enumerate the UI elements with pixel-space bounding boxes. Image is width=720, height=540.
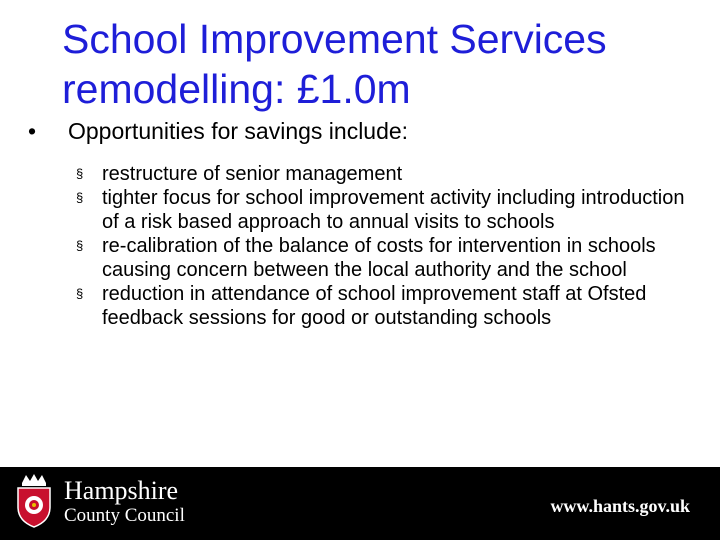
- section-marker-icon: §: [76, 238, 84, 253]
- main-bullet-text: Opportunities for savings include:: [68, 118, 409, 144]
- main-bullet: [24, 118, 704, 145]
- org-name-line-2: County Council: [64, 505, 185, 526]
- title-line-2: remodelling: £1.0m: [62, 66, 411, 112]
- list-item: [76, 282, 696, 330]
- county-crest-icon: [14, 473, 54, 529]
- section-marker-icon: §: [76, 286, 84, 301]
- sub-bullet-list: [76, 162, 696, 330]
- list-item: [76, 186, 696, 234]
- list-item: [76, 162, 696, 186]
- section-marker-icon: §: [76, 190, 84, 205]
- org-name-line-1: Hampshire: [64, 476, 179, 505]
- slide-title: [62, 14, 702, 114]
- list-item: [76, 234, 696, 282]
- list-item-text: tighter focus for school improvement activity including introduction of a risk based approach to annual visits to schools: [102, 187, 685, 233]
- section-marker-icon: §: [76, 166, 84, 181]
- bullet-marker: •: [28, 118, 37, 144]
- organisation-logo-text: [64, 477, 185, 527]
- list-item-text: re-calibration of the balance of costs for intervention in schools causing concern between the local authority and the school: [102, 235, 656, 281]
- list-item-text: restructure of senior management: [102, 163, 403, 185]
- website-url: www.hants.gov.uk: [550, 496, 690, 516]
- list-item-text: reduction in attendance of school improvement staff at Ofsted feedback sessions for good or outstanding schools: [102, 283, 647, 329]
- title-line-1: School Improvement Services: [62, 16, 607, 62]
- footer-bar: [0, 467, 720, 540]
